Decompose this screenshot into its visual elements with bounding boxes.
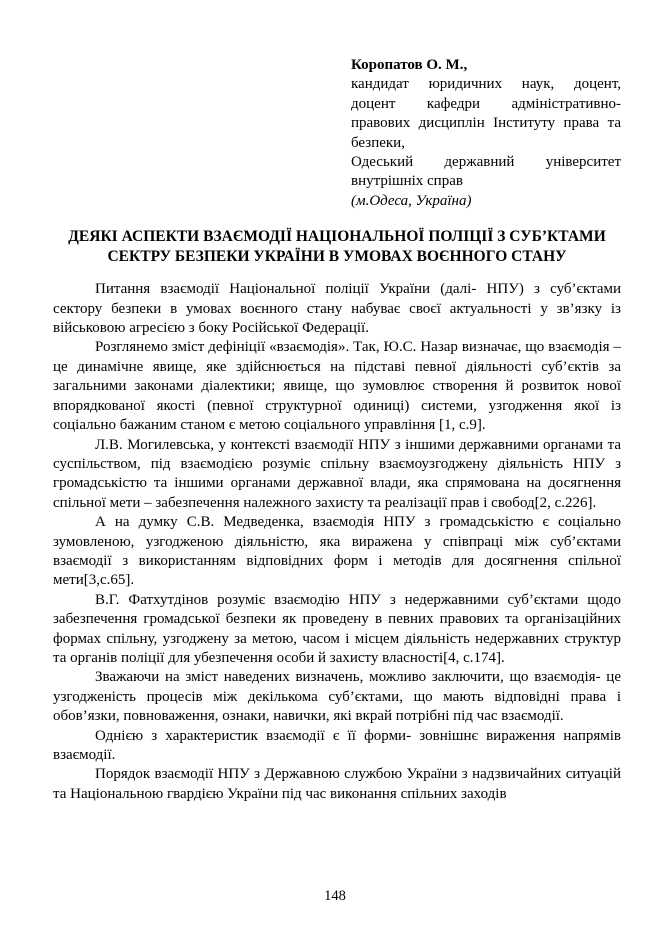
paragraph-5: В.Г. Фатхутдінов розуміє взаємодію НПУ з недержавними суб’єктами щодо забезпечення громадської безпеки як проведену в певних правових та організаційних формах спільну, узгоджену за метою, часом і місцем діяльність недержавних структур та органів поліції для убезпечення особи й захисту власності[4, с.174]. <box>53 591 621 666</box>
paragraph-7: Однією з характеристик взаємодії є її форми- зовнішнє вираження напрямів взаємодії. <box>53 727 621 763</box>
paragraph-4: А на думку С.В. Медведенка, взаємодія НПУ з громадськістю є соціально зумовленою, узгодженою діяльністю, яка виражена у співпраці між суб’єктами взаємодії з використанням відповідних форм і методів для досягнення спільної мети[3,с.65]. <box>53 514 621 589</box>
author-location: (м.Одеса, Україна) <box>351 192 472 209</box>
paragraph-2: Розглянемо зміст дефініції «взаємодія». Так, Ю.С. Назар визначає, що взаємодія – це динамічне явище, яке здійснюється на підставі певної діяльності суб’єктів за загальними законами діалектики; явище, що зумовлює створення й розвиток нової впорядкованої якості (певної структурної одиниці) системи, узгодження якої із соціально бажаним станом є метою соціального управління [1, с.9]. <box>53 339 621 434</box>
article-body <box>53 280 621 804</box>
article-title: ДЕЯКІ АСПЕКТИ ВЗАЄМОДІЇ НАЦІОНАЛЬНОЇ ПОЛІЦІЇ З СУБ’КТАМИ СЕКТРУ БЕЗПЕКИ УКРАЇНИ В УМОВАХ ВОЄННОГО СТАНУ <box>68 228 606 265</box>
paragraph-8: Порядок взаємодії НПУ з Державною службою України з надзвичайних ситуацій та Національною гвардією України під час виконання спільних заходів <box>53 766 621 802</box>
author-university: Одеський державний університет внутрішніх справ <box>351 154 621 190</box>
author-block <box>351 56 621 211</box>
paragraph-1: Питання взаємодії Національної поліції України (далі- НПУ) з суб’єктами сектору безпеки в умовах воєнного стану набуває своєї актуальності у зв’язку із військовою агресією з боку Російської Федерації. <box>53 281 621 337</box>
author-affiliation: кандидат юридичних наук, доцент, доцент кафедри адміністративно-правових дисциплін Інституту права та безпеки, <box>351 76 621 151</box>
author-name: Коропатов О. М., <box>351 57 468 73</box>
paragraph-3: Л.В. Могилевська, у контексті взаємодії НПУ з іншими державними органами та суспільством, під взаємодією розуміє спільну взаємоузгоджену діяльність НПУ з громадськістю та іншими органами державної влади, яка спрямована на досягнення спільної мети – забезпечення належного захисту та реалізації прав і свобод[2, с.226]. <box>53 436 621 511</box>
page-number: 148 <box>324 888 346 904</box>
paragraph-6: Зважаючи на зміст наведених визначень, можливо заключити, що взаємодія- це узгодженість процесів між декількома суб’єктами, що мають відповідні права і обов’язки, повноваження, ознаки, навички, які вкрай потрібні під час взаємодії. <box>53 669 621 725</box>
